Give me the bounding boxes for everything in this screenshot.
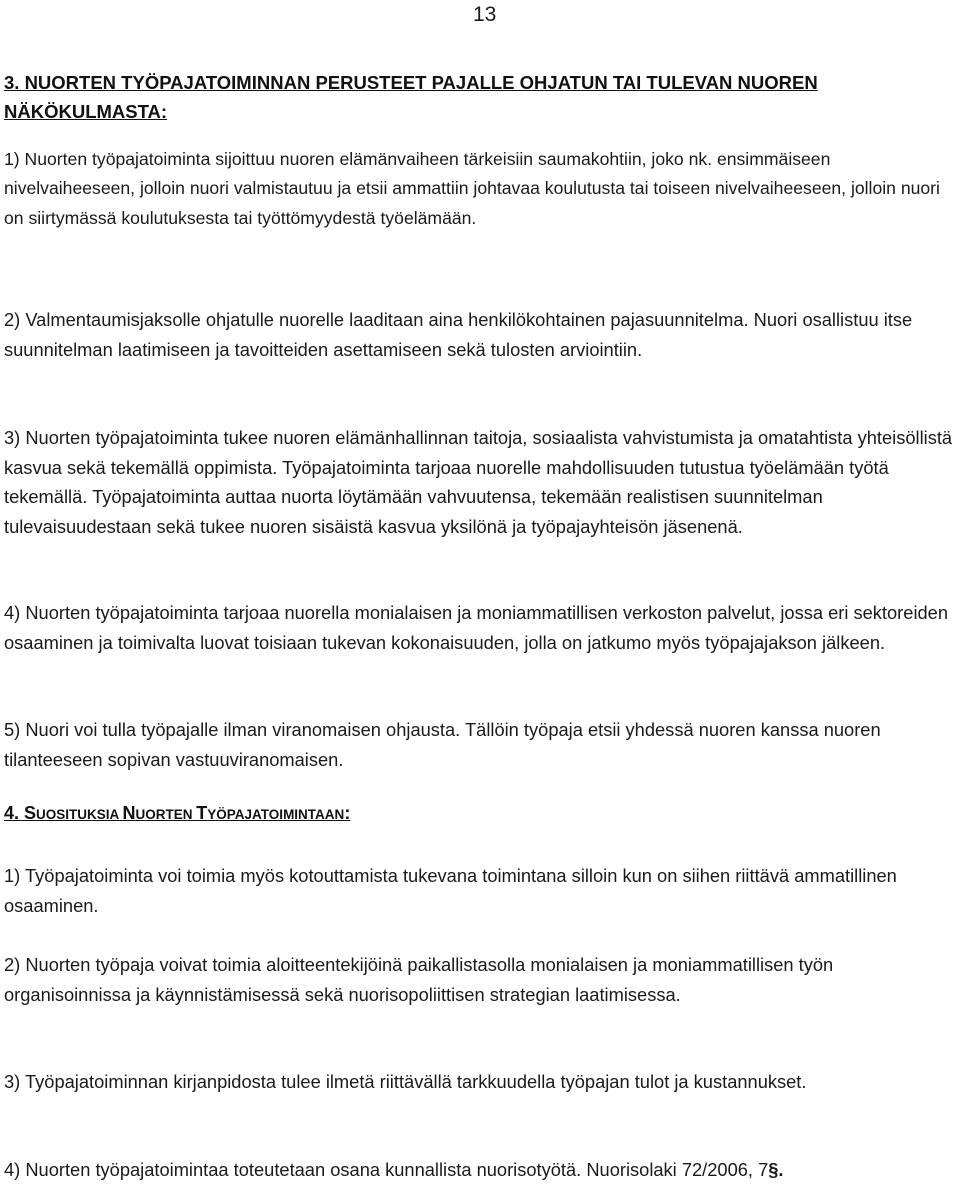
section-4-paragraph-1: 1) Työpajatoiminta voi toimia myös kotouttamista tukevana toimintana silloin kun on siihen riittävä ammatillinen osaaminen. <box>4 865 897 916</box>
section-3-paragraph-2: 2) Valmentaumisjaksolle ohjatulle nuorelle laaditaan aina henkilökohtainen pajasuunnitelma. Nuori osallistuu itse suunnitelman laatimiseen ja tavoitteiden asettamiseen sekä tulosten arviointiin. <box>4 309 913 360</box>
section-4-heading-word: UOSITUKSIA <box>36 807 123 822</box>
section-4-paragraph-4 <box>4 1155 956 1185</box>
section-4-paragraph-2: 2) Nuorten työpaja voivat toimia aloitteentekijöinä paikallistasolla monialaisen ja moniammatillisen työn organisoinnissa ja käynnistämisessä sekä nuorisopoliittisen strategian laatimisessa. <box>4 954 834 1005</box>
section-4-paragraph-3: 3) Työpajatoiminnan kirjanpidosta tulee ilmetä riittävällä tarkkuudella työpajan tulot ja kustannukset. <box>4 1071 807 1092</box>
section-4-paragraph-4-text: 4) Nuorten työpajatoimintaa toteutetaan osana kunnallista nuorisotyötä. Nuorisolaki 72/2006, 7 <box>4 1159 769 1180</box>
section-3-paragraph-3: 3) Nuorten työpajatoiminta tukee nuoren elämänhallinnan taitoja, sosiaalista vahvistumista ja omatahtista yhteisöllistä kasvua sekä tekemällä oppimista. Työpajatoiminta tarjoaa nuorelle mahdollisuuden tutustua työelämään työtä tekemällä. Työpajatoiminta auttaa nuorta löytämään vahvuutensa, tekemään realistisen suunnitelman tulevaisuudestaan sekä tukee nuoren sisäistä kasvua yksilönä ja työpajayhteisön jäsenenä. <box>4 427 953 537</box>
page-number: 13 <box>473 3 497 26</box>
section-4-heading-colon: : <box>344 803 351 823</box>
section-3-paragraph-1: 1) Nuorten työpajatoiminta sijoittuu nuoren elämänvaiheen tärkeisiin saumakohtiin, joko nk. ensimmäiseen nivelvaiheeseen, jolloin nuori valmistautuu ja etsii ammattiin johtavaa koulutusta tai toiseen nivelvaiheeseen, jolloin nuori on siirtymässä koulutuksesta tai työttömyydestä työelämään. <box>4 149 940 228</box>
section-3-paragraph-4: 4) Nuorten työpajatoiminta tarjoaa nuorella monialaisen ja moniammatillisen verkoston palvelut, jossa eri sektoreiden osaaminen ja toimivalta luovat toisiaan tukevan kokonaisuuden, jolla on jatkumo myös työpajajakson jälkeen. <box>4 602 949 653</box>
section-sign: § <box>768 1159 779 1180</box>
section-4-heading-letter: S <box>24 803 37 823</box>
section-4-heading <box>4 799 954 829</box>
section-4-heading-letter: T <box>196 803 208 823</box>
section-4-heading-letter: N <box>122 803 136 823</box>
section-4-heading-word: YÖPAJATOIMINTAAN <box>207 807 345 822</box>
section-3-paragraph-5: 5) Nuori voi tulla työpajalle ilman viranomaisen ohjausta. Tällöin työpaja etsii yhdessä nuoren kanssa nuoren tilanteeseen sopivan vastuuviranomaisen. <box>4 719 881 770</box>
section-3-heading: 3. NUORTEN TYÖPAJATOIMINNAN PERUSTEET PAJALLE OHJATUN TAI TULEVAN NUOREN NÄKÖKULMASTA: <box>4 72 818 122</box>
section-4-heading-number: 4. <box>4 803 25 823</box>
final-period: . <box>778 1159 784 1180</box>
section-4-heading-word: UORTEN <box>135 807 197 822</box>
